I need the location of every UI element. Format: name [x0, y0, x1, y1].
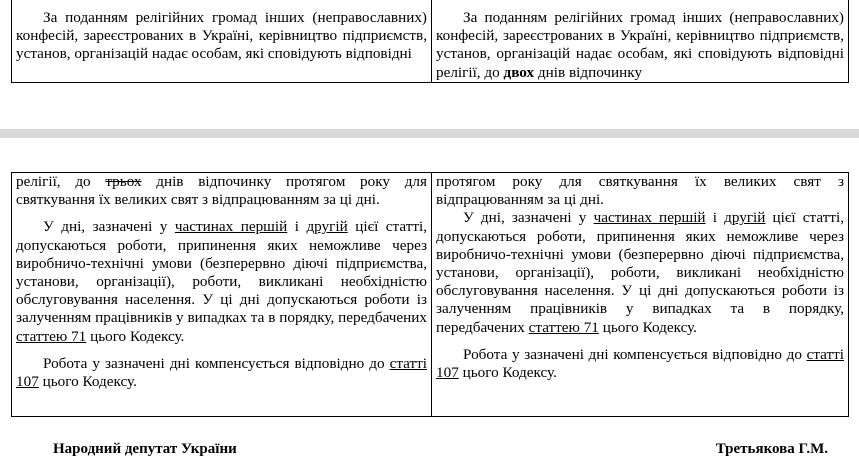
top-right-line-4-end: днів відпочинку — [534, 63, 643, 81]
top-left-line-1: За поданням релігійних громад інших (неправославних) — [43, 9, 427, 26]
top-left-paragraph — [16, 9, 427, 64]
link-druhii[interactable]: другій — [306, 218, 348, 236]
top-left-cell — [12, 0, 432, 82]
link-statteiu-71[interactable]: статтею 71 — [16, 327, 87, 345]
top-right-line-3: підприємств, установ, організацій надає особам, які — [436, 27, 844, 63]
comparison-table-bottom — [11, 172, 849, 417]
left-continuation-paragraph: релігії, до трьох днів відпочинку протягом року для святкування їх великих свят з відпрацюванням за ці дні. — [16, 173, 427, 209]
signature-title: Народний депутат України — [53, 441, 237, 457]
link-statti-107[interactable]: статті 107 — [436, 345, 844, 382]
link-druhii[interactable]: другій — [724, 209, 766, 227]
top-right-cell — [432, 0, 849, 82]
top-left-line-2: конфесій, зареєстрованих в Україні, керівництво підприємств, — [16, 27, 427, 45]
signature-name: Третьякова Г.М. — [715, 441, 828, 457]
link-chastynakh-pershii[interactable]: частинах першій — [174, 218, 288, 236]
top-left-line-3: установ, організацій надає особам, які сповідують відповідні — [16, 45, 412, 63]
top-right-line-1: За поданням релігійних громад інших (неправославних) — [463, 9, 844, 26]
bottom-left-cell — [12, 173, 432, 417]
bold-change-dvokh: двох — [503, 63, 535, 81]
bottom-right-cell — [432, 173, 849, 417]
link-statteiu-71[interactable]: статтею 71 — [528, 318, 599, 336]
right-paragraph-3: Робота у зазначені дні компенсується відповідно до статті 107 цього Кодексу. — [436, 345, 844, 382]
top-right-paragraph — [436, 9, 844, 82]
comparison-table-top — [11, 0, 849, 83]
right-paragraph-2: У дні, зазначені у частинах першій і другій цієї статті, допускаються роботи, припинення яких неможливе через виробничо-технічні умови (безперервно діючі підприємства, установи, організації), роботи, викликані необхідністю обслуговування населення. У ці дні допускаються роботи із залученням працівників у випадках та в порядку, передбачених статтею 71 цього Кодексу. — [436, 209, 844, 336]
left-paragraph-3: Робота у зазначені дні компенсується відповідно до статті 107 цього Кодексу. — [16, 354, 427, 391]
link-chastynakh-pershii[interactable]: частинах першій — [593, 209, 706, 227]
page-break-divider — [0, 129, 859, 138]
left-paragraph-2: У дні, зазначені у частинах першій і другій цієї статті, допускаються роботи, припинення яких неможливе через виробничо-технічні умови (безперервно діючі підприємства, установи, організації), роботи, викликані необхідністю обслуговування населення. У ці дні допускаються роботи із залученням працівників у випадках та в порядку, передбачених статтею 71 цього Кодексу. — [16, 218, 427, 345]
top-right-line-4: сповідують відповідні релігії, до — [436, 45, 844, 81]
right-continuation-paragraph: протягом року для святкування їх великих свят з відпрацюванням за ці дні. — [436, 173, 844, 209]
link-statti-107[interactable]: статті 107 — [16, 354, 427, 391]
struck-word-trokh: трьох — [105, 173, 142, 190]
top-right-line-2: конфесій, зареєстрованих в Україні, керівництво — [436, 27, 755, 45]
